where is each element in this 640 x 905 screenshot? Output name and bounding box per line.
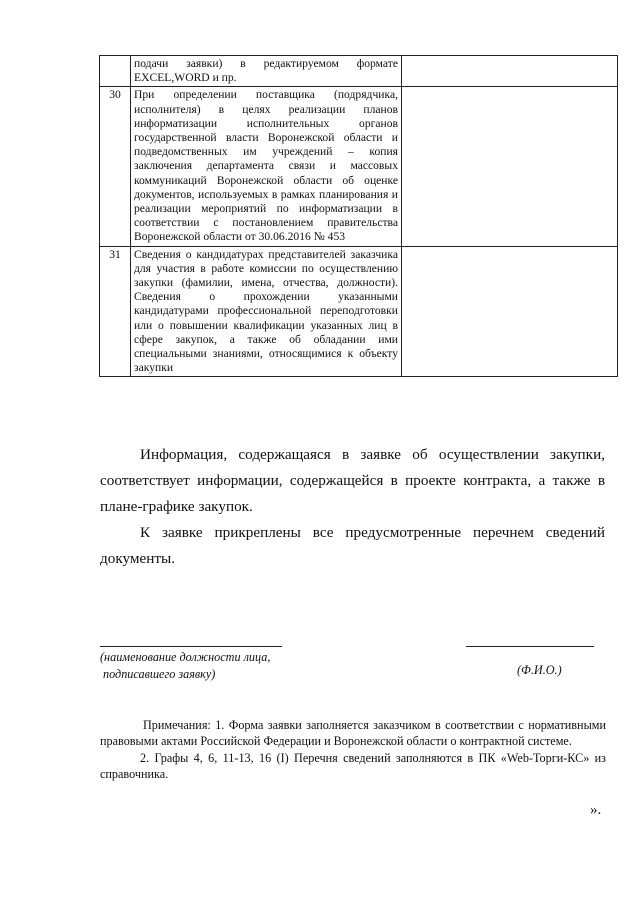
conformity-paragraph: Информация, содержащаяся в заявке об осуществлении закупки, соответствует информации, содержащейся в проекте контракта, а также в плане-графике закупок. (100, 446, 605, 515)
notes-block (100, 718, 606, 782)
table-row (100, 56, 618, 87)
note-2: 2. Графы 4, 6, 11-13, 16 (I) Перечня сведений заполняются в ПК «Web-Торги-КС» из справочника. (100, 751, 606, 781)
position-signature-line (100, 646, 282, 647)
table-row (100, 87, 618, 246)
row-number (100, 56, 131, 87)
row-number: 30 (100, 87, 131, 246)
row-empty-cell (402, 87, 618, 246)
attachments-paragraph: К заявке прикреплены все предусмотренные перечнем сведений документы. (100, 524, 605, 567)
table-row (100, 246, 618, 377)
closing-quote-mark: ». (590, 802, 602, 818)
position-caption (100, 649, 270, 683)
row-number: 31 (100, 246, 131, 377)
name-caption: (Ф.И.О.) (517, 663, 562, 677)
row-empty-cell (402, 56, 618, 87)
row-empty-cell (402, 246, 618, 377)
note-1: Примечания: 1. Форма заявки заполняется заказчиком в соответствии с нормативными правовыми актами Российской Федерации и Воронежской области о контрактной системе. (100, 718, 606, 748)
position-caption-line-2: подписавшего заявку) (103, 667, 216, 681)
row-text: При определении поставщика (подрядчика, исполнителя) в целях реализации планов информатизации исполнительных органов государственной власти Воронежской области и подведомственных им учреждений – копия заключения департамента связи и массовых коммуникаций Воронежской области об оценке документов, используемых в рамках планирования и реализации мероприятий по информатизации в соответствии с постановлением правительства Воронежской области от 30.06.2016 № 453 (131, 87, 402, 246)
row-text: подачи заявки) в редактируемом формате EXCEL,WORD и пр. (131, 56, 402, 87)
requirements-table (99, 55, 618, 377)
position-caption-line-1: (наименование должности лица, (100, 650, 271, 664)
name-signature-line (466, 646, 594, 647)
row-text: Сведения о кандидатурах представителей заказчика для участия в работе комиссии по осуществлению закупки (фамилии, имена, отчества, должности). Сведения о прохождении указанными кандидатурами профессиональной переподготовки или о повышении квалификации указанных лиц в сфере закупок, а также об обладании ими специальными знаниями, относящимися к объекту закупки (131, 246, 402, 377)
